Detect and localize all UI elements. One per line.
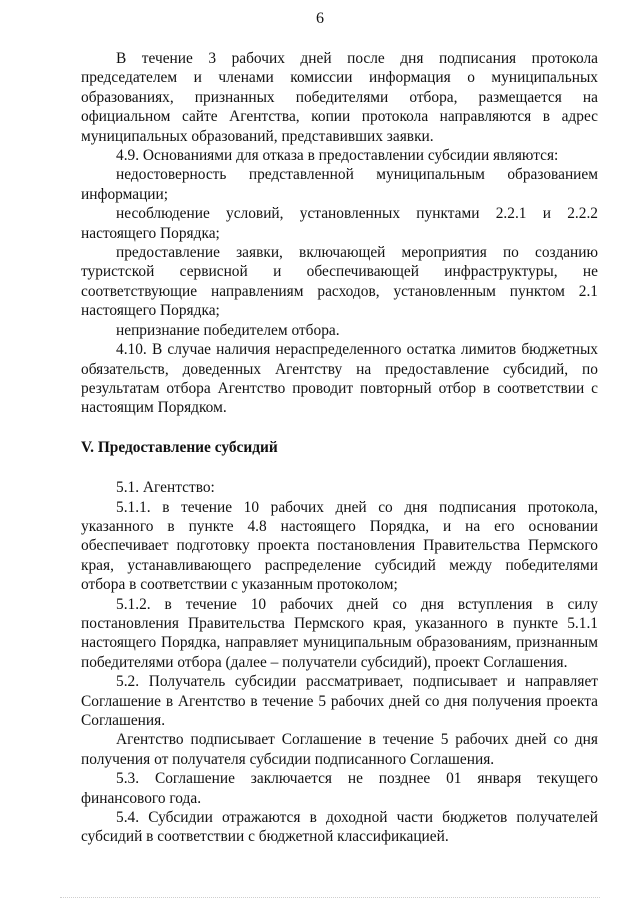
footer-divider: [60, 897, 600, 899]
paragraph-5-3: 5.3. Соглашение заключается не позднее 01 января текущего финансового года.: [81, 770, 598, 807]
section-heading: V. Предоставление субсидий: [81, 438, 278, 456]
document-body: [81, 49, 598, 847]
paragraph-agency-signs: Агентство подписывает Соглашение в течение 5 рабочих дней со дня получения от получателя субсидии подписанного Соглашения.: [81, 731, 598, 768]
paragraph-5-2: 5.2. Получатель субсидии рассматривает, подписывает и направляет Соглашение в Агентство в течение 5 рабочих дней со дня получения проекта Соглашения.: [81, 673, 598, 729]
paragraph-4-9-refusal-grounds: 4.9. Основаниями для отказа в предоставлении субсидии являются:: [116, 147, 559, 165]
page-number: 6: [316, 10, 324, 27]
paragraph-application-mismatch: предоставление заявки, включающей мероприятия по созданию туристской сервисной и обеспечивающей инфраструктуры, не соответствующие направлениям расходов, установленным пунктом 2.1 настоящего Порядка;: [81, 244, 598, 320]
paragraph-protocol-publication: В течение 3 рабочих дней после дня подписания протокола председателем и членами комиссии информация о муниципальных образованиях, признанных победителями отбора, размещается на официальном сайте Агентства, копии протокола направляются в адрес муниципальных образований, представивших заявки.: [81, 50, 598, 145]
paragraph-noncompliance: несоблюдение условий, установленных пунктами 2.2.1 и 2.2.2 настоящего Порядка;: [81, 205, 598, 242]
paragraph-5-1-2: 5.1.2. в течение 10 рабочих дней со дня вступления в силу постановления Правительства Пермского края, указанного в пункте 5.1.1 настоящего Порядка, направляет муниципальным образованиям, признанным победителями отбора (далее – получатели субсидий), проект Соглашения.: [81, 595, 598, 671]
paragraph-unreliable-info: недостоверность представленной муниципальным образованием информации;: [81, 166, 598, 203]
paragraph-5-4: 5.4. Субсидии отражаются в доходной части бюджетов получателей субсидий в соответствии с бюджетной классификацией.: [81, 809, 598, 846]
paragraph-5-1: 5.1. Агентство:: [116, 479, 215, 497]
paragraph-4-10-repeat-selection: 4.10. В случае наличия нераспределенного остатка лимитов бюджетных обязательств, доведенных Агентству на предоставление субсидий, по результатам отбора Агентство проводит повторный отбор в соответствии с настоящим Порядком.: [81, 341, 598, 417]
paragraph-not-winner: непризнание победителем отбора.: [116, 321, 340, 339]
paragraph-5-1-1: 5.1.1. в течение 10 рабочих дней со дня подписания протокола, указанного в пункте 4.8 настоящего Порядка, и на его основании обеспечивает подготовку проекта постановления Правительства Пермского края, устанавливающего распределение субсидий между победителями отбора в соответствии с указанным протоколом;: [81, 498, 598, 594]
